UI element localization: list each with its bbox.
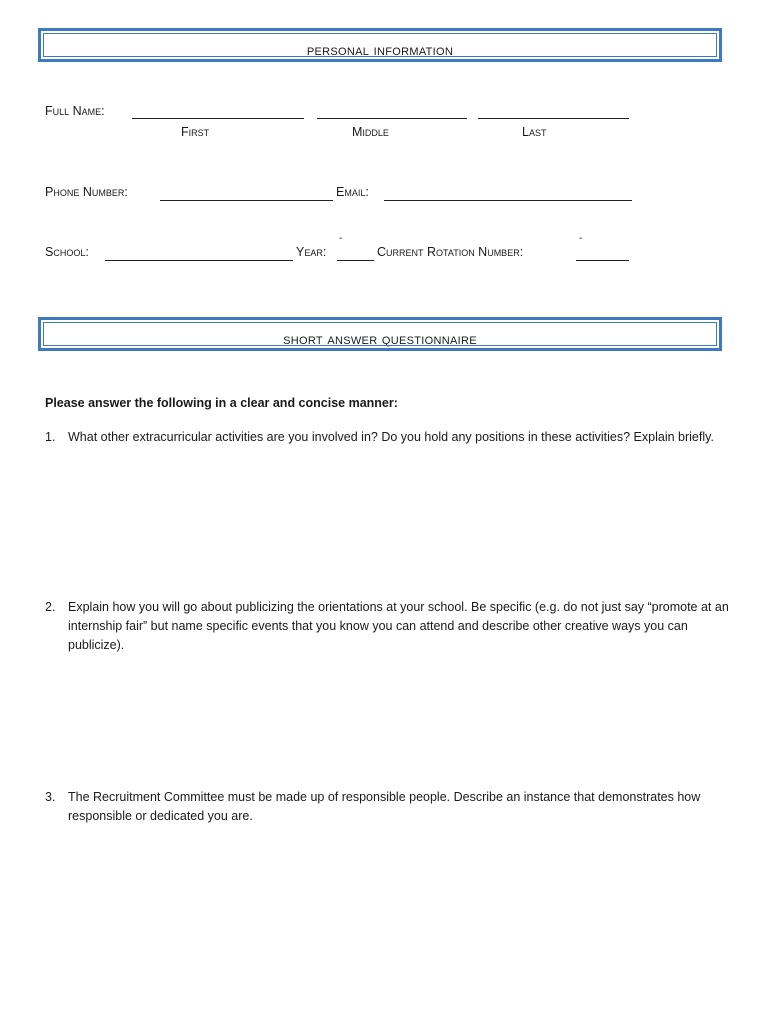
full-name-label: Full Name:	[45, 104, 105, 118]
email-label: Email:	[336, 185, 369, 199]
year-field[interactable]	[337, 260, 374, 261]
middle-name-field[interactable]	[317, 118, 467, 119]
current-rotation-number-label: Current Rotation Number:	[377, 245, 524, 259]
question-number: 2.	[45, 600, 56, 614]
instructions-text: Please answer the following in a clear and concise manner:	[45, 396, 398, 410]
question-text: The Recruitment Committee must be made up of responsible people. Describe an instance that demonstrates how responsible or dedicated you are.	[68, 790, 701, 823]
short-answer-questionnaire-header	[38, 317, 722, 351]
phone-number-label: Phone Number:	[45, 185, 128, 199]
question-number: 3.	[45, 790, 56, 804]
question-text: What other extracurricular activities are you involved in? Do you hold any positions in these activities? Explain briefly.	[68, 430, 714, 444]
phone-number-field[interactable]	[160, 200, 333, 201]
question-text: Explain how you will go about publicizing the orientations at your school. Be specific (e.g. do not just say “promote at an internship fair” but name specific events that you know you can attend and describe other creative ways you can publicize).	[68, 600, 729, 652]
last-name-caption: Last	[522, 125, 547, 139]
short-answer-questionnaire-title: short answer questionnaire	[283, 331, 477, 348]
middle-name-caption: Middle	[352, 125, 389, 139]
rotation-dash: -	[579, 233, 583, 244]
question-1	[45, 428, 735, 447]
first-name-field[interactable]	[132, 118, 304, 119]
question-2	[45, 598, 735, 655]
school-field[interactable]	[105, 260, 293, 261]
school-label: School:	[45, 245, 89, 259]
current-rotation-number-field[interactable]	[576, 260, 629, 261]
year-dash: -	[339, 233, 343, 244]
first-name-caption: First	[181, 125, 210, 139]
email-field[interactable]	[384, 200, 632, 201]
question-3	[45, 788, 735, 826]
last-name-field[interactable]	[478, 118, 629, 119]
personal-information-header	[38, 28, 722, 62]
personal-information-title: personal information	[306, 42, 454, 59]
question-number: 1.	[45, 430, 56, 444]
year-label: Year:	[296, 245, 327, 259]
